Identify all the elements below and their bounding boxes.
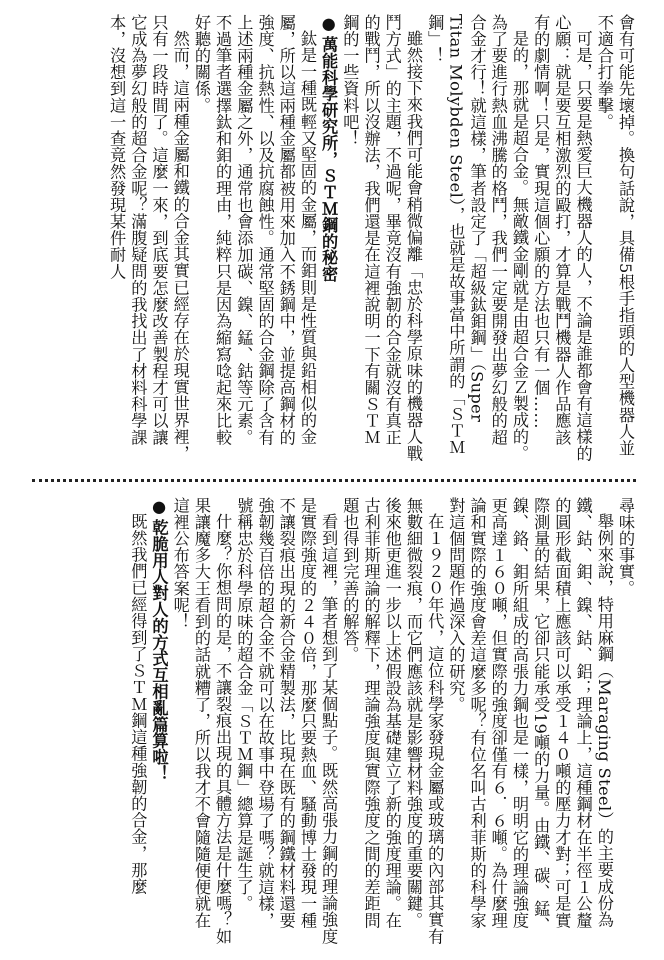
paragraph: 舉例來說，特用麻鋼（Maraging Steel）的主要成份為鐵、鈷、鉬、鎳、鈷、鋁；理論上，這種鋼材在半徑１公釐的圓形截面積上應該可以承受１４０噸的壓力才對；可是實際測量的結果，它卻只能承受19噸的力量。由鐵、碳、錳、鎳、鉻、鉬所組成的高張力鋼也是一樣，明明它的理論強度更高達１６０噸，但實際的強度卻僅有６．６噸。為什麼理論和實際的強度會差這麼多呢？有位名叫古利菲斯的科學家對這個問題作過深入的研究。 xyxy=(446,497,614,934)
paragraph-continuation: 尋味的事實。 xyxy=(616,497,635,597)
paragraph: 雖然接下來我們可能會稍微偏離「忠於科學原味的機器人戰鬥方式」的主題，不過呢，畢竟沒有強韌的合金就沒有真正的戰鬥，所以沒辦法，我們還是在這裡說明一下有關ＳＴＭ鋼的一些資料吧！ xyxy=(340,14,423,462)
bottom-text-block xyxy=(24,497,636,945)
paragraph-continuation: 會有可能先壞掉。換句話說，具備5根手指頭的人型機器人並不適合打拳擊。 xyxy=(594,14,635,457)
section-heading-text: 乾脆用人對人的方式互相亂篇算啦！ xyxy=(149,519,169,782)
paragraph: 在１９２０年代，這位科學家發現金屬或玻璃的內部其實有無數細微裂痕，而它們應該就是影響材料強度的重要關鍵。後來他更進一步以上述假設為基礎建立了新的強度理論。在古利菲斯理論的解釋下，理論強度與實際強度之間的差距問題也得到完善的解答。 xyxy=(340,497,445,945)
paragraph: 然而，這兩種金屬和鐵的合金其實已經存在於現實世界裡，只有一段時間了。這麼一來，到底要怎麼改善製程才可以讓它成為夢幻般的超合金呢？滿腹疑問的我找出了材料科學課本，沒想到這一查竟然發現某件耐人 xyxy=(107,14,190,462)
bullet-icon: ● xyxy=(149,497,169,517)
paragraph: 可是，只要是熱愛巨大機器人的人，不論是誰都會有這樣的心願：就是要互相激烈的毆打，才算是戰鬥機器人作品應該有的劇情啊！只是，實現這個心願的方法也只有一個…… xyxy=(531,14,593,462)
section-heading-text: 萬能科學研究所，ＳＴＭ鋼的秘密 xyxy=(319,36,339,283)
paragraph: 既然我們已經得到了ＳＴＭ鋼這種強韌的合金，那麼 xyxy=(128,513,148,895)
paragraph: 是的，那就是超合金。無敵鐵金剛就是由超合金Ｚ製成的。為了要進行熱血沸騰的格鬥，我們一定要開發出夢幻般的超合金才行！就這樣，筆者設定了「超級鈦鉬鋼」（Super Titan Molybden Steel），也就是故事當中所謂的「ＳＴＭ鋼」！ xyxy=(425,14,529,462)
section-heading xyxy=(148,497,169,945)
top-text-block xyxy=(24,14,636,462)
section-heading xyxy=(318,14,339,462)
paragraph: 看到這裡，筆者想到了某個點子。既然高張力鋼的理論強度是實際強度的２４０倍，那麼只要熱血、騷動博士發現一種不讓裂痕出現的新合金精製法，比現在既有的鋼鐵材料還要強韌幾百倍的超合金不就可以在故事中登場了嗎？就這樣，號稱忠於科學原味的超合金「ＳＴＭ鋼」總算是誕生了。 xyxy=(234,497,339,945)
dotted-divider xyxy=(32,479,636,482)
bullet-icon: ● xyxy=(319,14,339,34)
paragraph: 鈦是一種既輕又堅固的金屬，而鉬則是性質與鉛相似的金屬，所以這兩種金屬都被用來加入不銹鋼中，並提高鋼材的強度、抗熱性、以及抗腐蝕性。通常堅固的合金鋼除了含有上述兩種金屬之外，通常也會添加碳、鎳、錳、鈷等元素。不過筆者選擇鈦和鉬的理由，純粹只是因為縮寫唸起來比較好聽的關係。 xyxy=(191,14,317,446)
paragraph: 什麼？你想問的是，不讓裂痕出現的具體方法是什麼嗎？如果讓魔多大王看到的話就糟了，所以我才不會隨隨便便就在這裡公布答案呢！ xyxy=(170,497,233,945)
